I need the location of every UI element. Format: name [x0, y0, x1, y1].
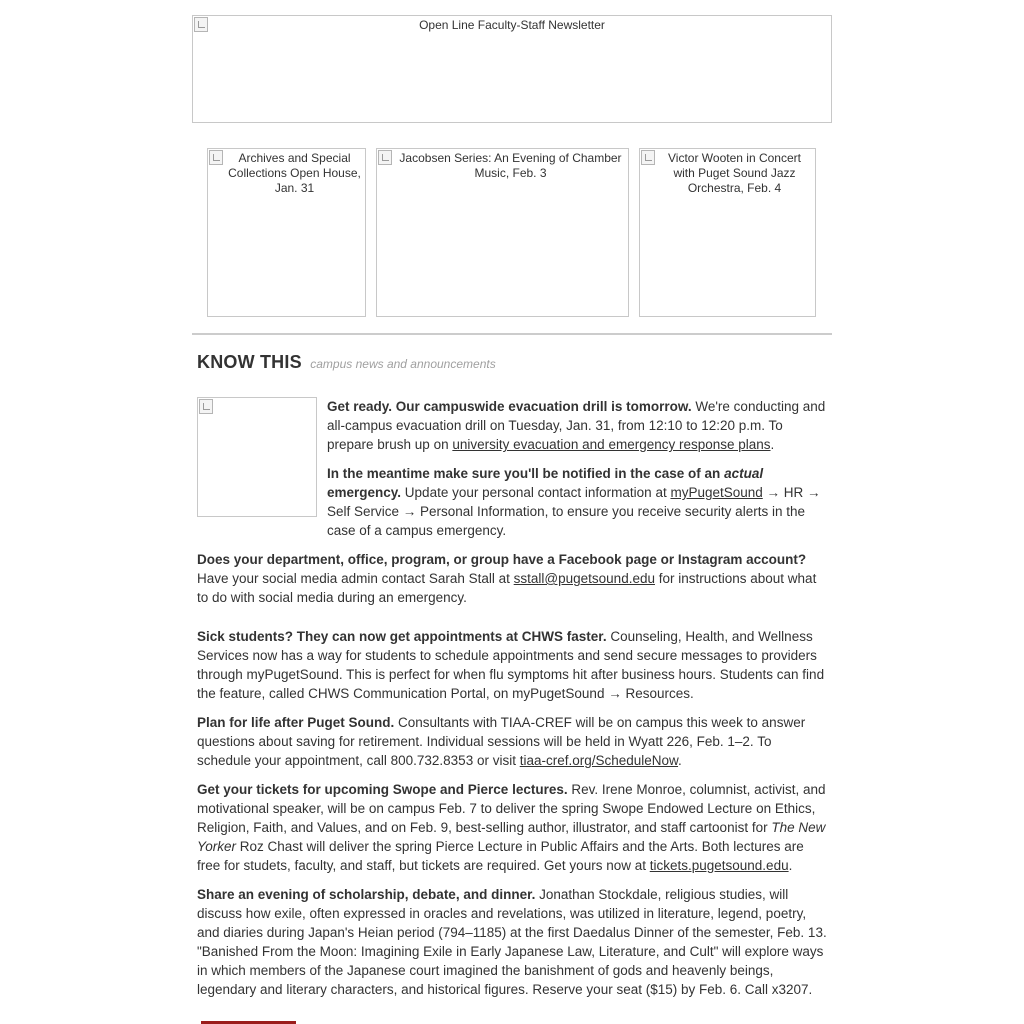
- article-lead: Sick students? They can now get appointments at CHWS faster.: [197, 629, 607, 644]
- article-lead: Get ready. Our campuswide evacuation drill is tomorrow.: [327, 399, 692, 414]
- tiaa-schedule-link[interactable]: tiaa-cref.org/ScheduleNow: [519, 753, 679, 768]
- article-tiaa-cref: Plan for life after Puget Sound. Consultants with TIAA-CREF will be on campus this week to answer questions about saving for retirement. Individual sessions will be held in Wyatt 226, Feb. 1–2. To schedule your appointment, call 800.732.8353 or visit tiaa-cref.org/ScheduleNow.: [197, 715, 806, 768]
- sstall-email-link[interactable]: sstall@pugetsound.edu: [513, 571, 655, 586]
- banner-alt-text: Open Line Faculty-Staff Newsletter: [419, 18, 605, 32]
- event-image-wooten[interactable]: [639, 148, 816, 317]
- event-alt-text: Victor Wooten in Concert with Puget Sound Jazz Orchestra, Feb. 4: [668, 151, 801, 195]
- broken-image-icon: [641, 150, 655, 165]
- article-lead: Get your tickets for upcoming Swope and Pierce lectures.: [197, 782, 568, 797]
- article-social-media: Does your department, office, program, or group have a Facebook page or Instagram account? Have your social media admin contact Sarah Stall at sstall@pugetsound.edu for instructions about what to do with social media during an emergency.: [197, 552, 817, 605]
- article-chws: Sick students? They can now get appointments at CHWS faster. Counseling, Health, and Wellness Services now has a way for students to schedule appointments and send secure messages to providers through myPugetSound. This is perfect for when flu symptoms hit after business hours. Students can find the feature, called CHWS Communication Portal, on myPugetSound → Resources.: [197, 629, 825, 701]
- tickets-link[interactable]: tickets.pugetsound.edu: [649, 858, 789, 873]
- broken-image-icon: [194, 17, 208, 32]
- event-image-jacobsen[interactable]: [376, 148, 629, 317]
- broken-image-icon: [378, 150, 392, 165]
- broken-image-icon: [199, 399, 213, 414]
- section-heading: [197, 352, 496, 373]
- article-thumbnail-image[interactable]: [197, 397, 317, 517]
- article-daedalus-dinner: Share an evening of scholarship, debate, and dinner. Jonathan Stockdale, religious studies, will discuss how exile, often expressed in oracles and revelations, was utilized in literature, legend, poetry, and diaries during Japan's Heian period (794–1185) at the first Daedalus Dinner of the semester, Feb. 13. "Banished From the Moon: Imagining Exile in Early Japanese Law, Literature, and Cult" will explore ways in which members of the Japanese court imagined the banishment of gods and heavenly beings, legendary and literary characters, and historical figures. Reserve your seat ($15) by Feb. 6. Call x3207.: [197, 887, 827, 997]
- article-lead: In the meantime make sure you'll be notified in the case of an actual emergency.: [327, 466, 764, 500]
- article-emergency-notification: In the meantime make sure you'll be notified in the case of an actual emergency. Update your personal contact information at myPugetSound → HR → Self Service → Personal Information, to ensure you receive security alerts in the case of a campus emergency.: [327, 466, 821, 538]
- article-evacuation-drill: Get ready. Our campuswide evacuation drill is tomorrow. We're conducting and all-campus evacuation drill on Tuesday, Jan. 31, from 12:10 to 12:20 p.m. To prepare brush up on university evacuation and emergency response plans.: [327, 399, 826, 452]
- article-lead: Plan for life after Puget Sound.: [197, 715, 395, 730]
- article-lectures: Get your tickets for upcoming Swope and Pierce lectures. Rev. Irene Monroe, columnist, activist, and motivational speaker, will be on campus Feb. 7 to deliver the spring Swope Endowed Lecture on Ethics, Religion, Faith, and Values, and on Feb. 9, best-selling author, illustrator, and staff cartoonist for The New Yorker Roz Chast will deliver the spring Pierce Lecture in Public Affairs and the Arts. Both lectures are free for studets, faculty, and staff, but tickets are required. Get yours now at tickets.pugetsound.edu.: [197, 782, 826, 873]
- section-title: KNOW THIS: [197, 352, 302, 372]
- newsletter-banner-image[interactable]: [192, 15, 832, 123]
- event-alt-text: Jacobsen Series: An Evening of Chamber Music, Feb. 3: [399, 151, 622, 180]
- event-image-archives[interactable]: [207, 148, 366, 317]
- article-lead: Does your department, office, program, or group have a Facebook page or Instagram account?: [197, 552, 807, 567]
- evacuation-plans-link[interactable]: university evacuation and emergency response plans: [452, 437, 771, 452]
- section-subtitle: campus news and announcements: [310, 357, 496, 371]
- article-lead: Share an evening of scholarship, debate, and dinner.: [197, 887, 536, 902]
- mypugetsound-link[interactable]: myPugetSound: [670, 485, 763, 500]
- event-alt-text: Archives and Special Collections Open House, Jan. 31: [228, 151, 361, 195]
- section-divider: [192, 333, 832, 335]
- broken-image-icon: [209, 150, 223, 165]
